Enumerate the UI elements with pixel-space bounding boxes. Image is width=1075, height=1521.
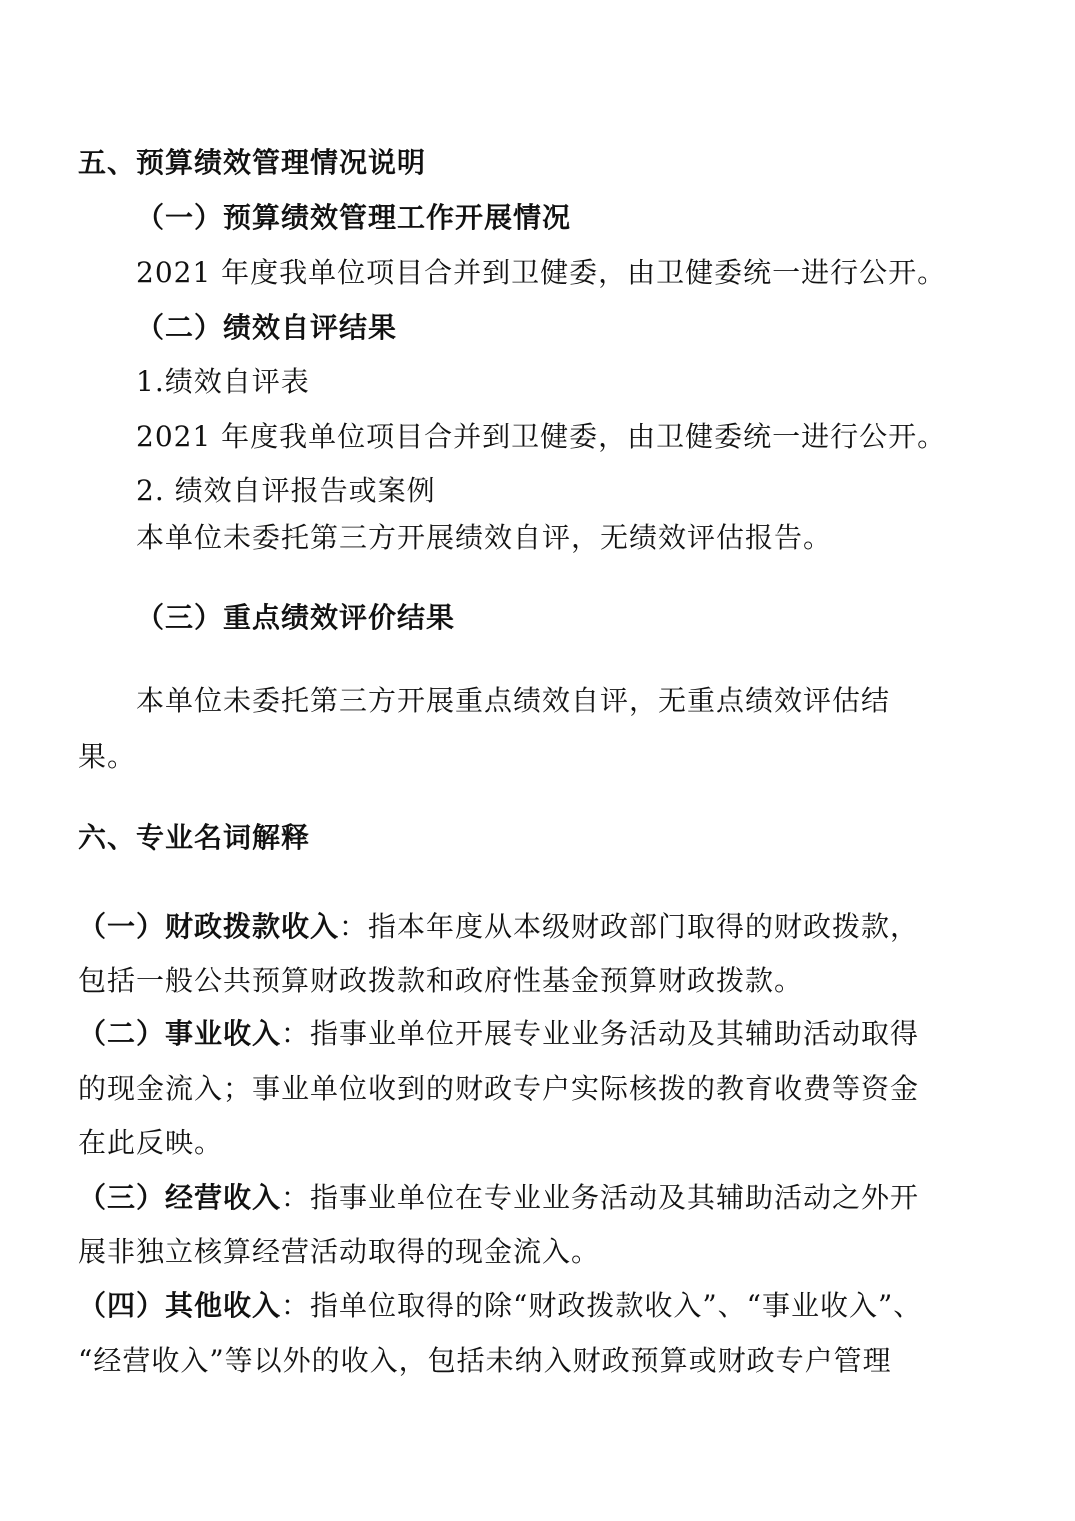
- term-1-def-1: ：指本年度从本级财政部门取得的财政拨款，: [339, 910, 920, 943]
- subsection-2-heading: （二）绩效自评结果: [136, 311, 398, 344]
- term-4-label: （四）其他收入: [78, 1289, 282, 1322]
- subsection-3-heading: （三）重点绩效评价结果: [136, 601, 456, 634]
- term-1-label: （一）财政拨款收入: [78, 910, 340, 943]
- subsection-1-text: 2021 年度我单位项目合并到卫健委，由卫健委统一进行公开。: [136, 256, 947, 289]
- term-2-line3: 在此反映。: [78, 1126, 224, 1159]
- item-1-heading: 1.绩效自评表: [136, 365, 310, 398]
- term-3-line1: [78, 1180, 919, 1216]
- term-2-def-1: ：指事业单位开展专业业务活动及其辅助活动取得: [281, 1017, 920, 1050]
- subsection-3-text-line2: 果。: [78, 740, 137, 773]
- term-3-def-1: ：指事业单位在专业业务活动及其辅助活动之外开: [281, 1181, 920, 1214]
- term-4-line2: “经营收入”等以外的收入，包括未纳入财政预算或财政专户管理: [78, 1344, 892, 1377]
- item-2-text: 本单位未委托第三方开展绩效自评，无绩效评估报告。: [136, 521, 833, 554]
- term-1-line1: [78, 909, 919, 945]
- term-3-line2: 展非独立核算经营活动取得的现金流入。: [78, 1235, 601, 1268]
- term-4-line1: [78, 1288, 922, 1324]
- term-2-label: （二）事业收入: [78, 1017, 282, 1050]
- term-2-line1: [78, 1016, 919, 1052]
- item-1-text: 2021 年度我单位项目合并到卫健委，由卫健委统一进行公开。: [136, 420, 947, 453]
- subsection-1-heading: （一）预算绩效管理工作开展情况: [136, 201, 572, 234]
- section-5-heading: 五、预算绩效管理情况说明: [78, 146, 427, 179]
- term-2-line2: 的现金流入；事业单位收到的财政专户实际核拨的教育收费等资金: [78, 1072, 920, 1105]
- subsection-3-text-line1: 本单位未委托第三方开展重点绩效自评，无重点绩效评估结: [136, 684, 891, 717]
- term-4-def-1: ：指单位取得的除“财政拨款收入”、“事业收入”、: [281, 1289, 923, 1322]
- item-2-heading: 2. 绩效自评报告或案例: [136, 474, 436, 507]
- term-1-line2: 包括一般公共预算财政拨款和政府性基金预算财政拨款。: [78, 964, 804, 997]
- term-3-label: （三）经营收入: [78, 1181, 282, 1214]
- section-6-heading: 六、专业名词解释: [78, 821, 311, 854]
